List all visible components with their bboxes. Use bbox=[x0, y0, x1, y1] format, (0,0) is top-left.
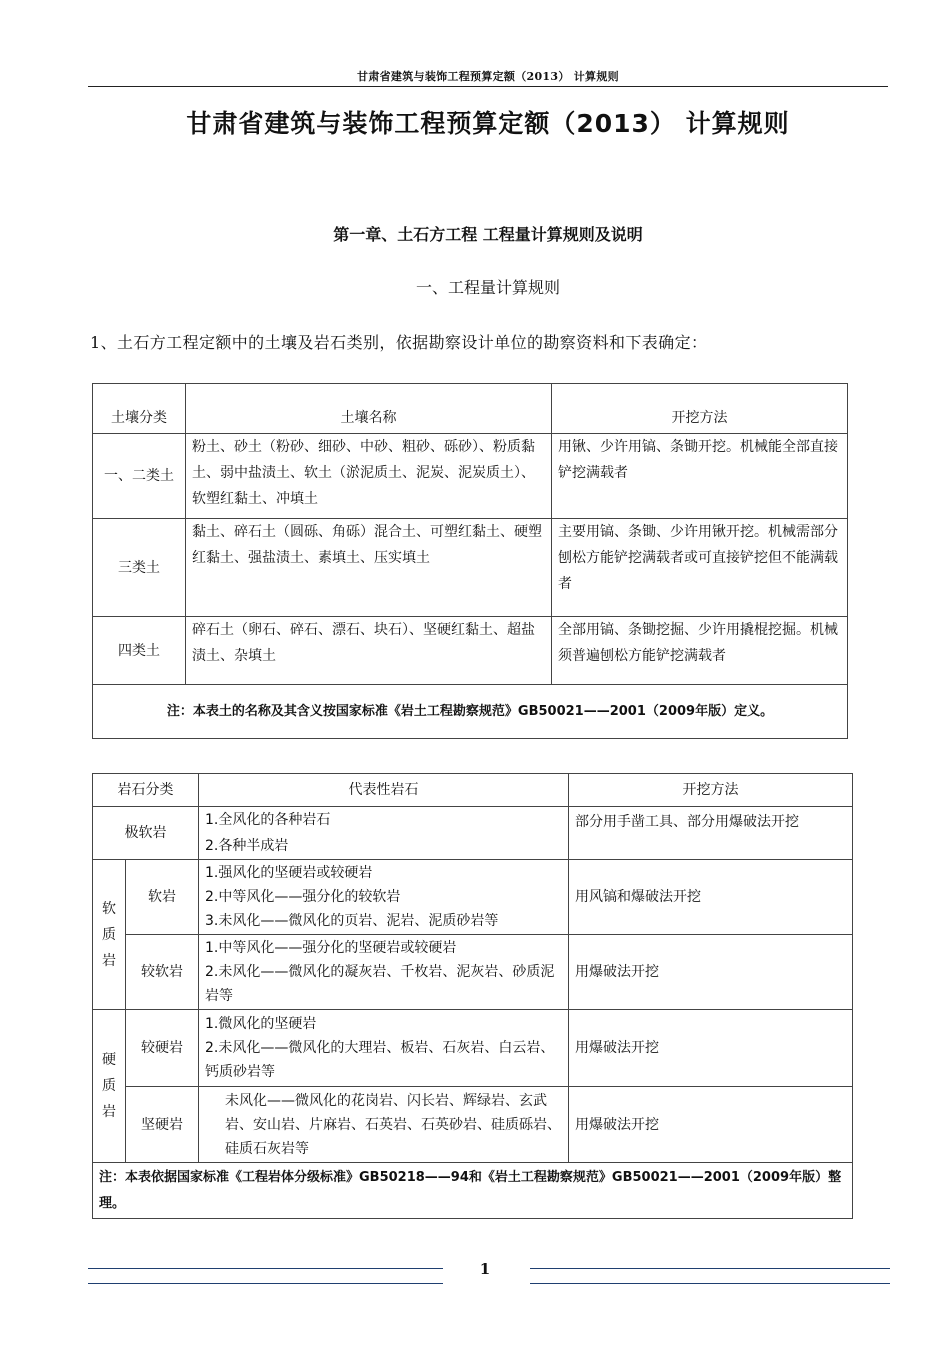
soil-method: 全部用镐、条锄挖掘、少许用撬棍挖掘。机械须普遍刨松方能铲挖满载者 bbox=[552, 617, 848, 685]
rock-item: 2.未风化——微风化的大理岩、板岩、石灰岩、白云岩、钙质砂岩等 bbox=[205, 1040, 555, 1080]
intro-paragraph: 1、土石方工程定额中的土壤及岩石类别，依据勘察设计单位的勘察资料和下表确定： bbox=[90, 333, 708, 352]
rock-method: 用爆破法开挖 bbox=[569, 1010, 853, 1087]
header-soil-category: 土壤分类 bbox=[93, 384, 186, 434]
document-title: 甘肃省建筑与装饰工程预算定额（2013） 计算规则 bbox=[186, 109, 790, 138]
rock-method: 用风镐和爆破法开挖 bbox=[569, 860, 853, 935]
table-row bbox=[93, 1010, 853, 1087]
rock-item: 1.中等风化——强分化的坚硬岩或较硬岩 bbox=[205, 940, 457, 956]
rock-table-note: 注：本表依据国家标准《工程岩体分级标准》GB50218——94和《岩土工程勘察规范》GB50021——2001（2009年版）整理。 bbox=[93, 1163, 853, 1219]
rock-method: 用爆破法开挖 bbox=[569, 1087, 853, 1163]
header-rule bbox=[88, 86, 888, 87]
rock-list bbox=[199, 1087, 569, 1163]
table-row bbox=[93, 807, 853, 860]
header-soil-name: 土壤名称 bbox=[186, 384, 552, 434]
page-number: 1 bbox=[479, 1260, 491, 1278]
header-excavation-method: 开挖方法 bbox=[569, 774, 853, 807]
rock-item: 2.未风化——微风化的凝灰岩、千枚岩、泥灰岩、砂质泥岩等 bbox=[205, 964, 555, 1004]
rock-list bbox=[199, 860, 569, 935]
table-row bbox=[93, 860, 853, 935]
rock-list bbox=[199, 935, 569, 1010]
soft-rock-group-label: 软 质 岩 bbox=[93, 860, 126, 1010]
section-title: 一、工程量计算规则 bbox=[415, 278, 560, 297]
footer-rule bbox=[88, 1283, 443, 1284]
soil-name: 黏土、碎石土（圆砾、角砾）混合土、可塑红黏土、硬塑红黏土、强盐渍土、素填土、压实填土 bbox=[186, 519, 552, 617]
footer-rule bbox=[88, 1268, 443, 1269]
rock-category: 极软岩 bbox=[93, 807, 199, 860]
soil-table-note: 注：本表土的名称及其含义按国家标准《岩土工程勘察规范》GB50021——2001（2009年版）定义。 bbox=[93, 685, 848, 739]
hard-rock-group-label: 硬 质 岩 bbox=[93, 1010, 126, 1163]
rock-classification-table bbox=[92, 773, 853, 1219]
rock-subcategory: 较硬岩 bbox=[126, 1010, 199, 1087]
soil-method: 主要用镐、条锄、少许用锹开挖。机械需部分刨松方能铲挖满载者或可直接铲挖但不能满载者 bbox=[552, 519, 848, 617]
table-row bbox=[93, 1087, 853, 1163]
rock-list bbox=[199, 1010, 569, 1087]
chapter-title: 第一章、土石方工程 工程量计算规则及说明 bbox=[333, 225, 643, 244]
soil-category: 一、二类土 bbox=[93, 434, 186, 519]
rock-item: 未风化——微风化的花岗岩、闪长岩、辉绿岩、玄武岩、安山岩、片麻岩、石英岩、石英砂岩、硅质砾岩、硅质石灰岩等 bbox=[225, 1092, 561, 1157]
header-excavation-method: 开挖方法 bbox=[552, 384, 848, 434]
rock-subcategory: 软岩 bbox=[126, 860, 199, 935]
table-header-row bbox=[93, 384, 848, 434]
rock-item: 3.未风化——微风化的页岩、泥岩、泥质砂岩等 bbox=[205, 913, 499, 929]
footer-rule bbox=[530, 1283, 890, 1284]
rock-item: 1.微风化的坚硬岩 bbox=[205, 1016, 317, 1032]
header-representative-rock: 代表性岩石 bbox=[199, 774, 569, 807]
soil-category: 三类土 bbox=[93, 519, 186, 617]
table-header-row bbox=[93, 774, 853, 807]
rock-item: 1.强风化的坚硬岩或较硬岩 bbox=[205, 865, 373, 881]
footer-rule bbox=[530, 1268, 890, 1269]
rock-item: 2.中等风化——强分化的较软岩 bbox=[205, 889, 401, 905]
rock-item: 2.各种半成岩 bbox=[205, 838, 289, 854]
table-row bbox=[93, 935, 853, 1010]
rock-subcategory: 较软岩 bbox=[126, 935, 199, 1010]
table-note-row bbox=[93, 1163, 853, 1219]
header-rock-category: 岩石分类 bbox=[93, 774, 199, 807]
soil-category: 四类土 bbox=[93, 617, 186, 685]
soil-classification-table bbox=[92, 383, 848, 739]
table-row bbox=[93, 434, 848, 519]
soil-name: 粉土、砂土（粉砂、细砂、中砂、粗砂、砾砂）、粉质黏土、弱中盐渍土、软土（淤泥质土、泥炭、泥炭质土）、软塑红黏土、冲填土 bbox=[186, 434, 552, 519]
rock-method: 部分用手凿工具、部分用爆破法开挖 bbox=[569, 807, 853, 860]
soil-method: 用锹、少许用镐、条锄开挖。机械能全部直接铲挖满载者 bbox=[552, 434, 848, 519]
table-note-row bbox=[93, 685, 848, 739]
rock-item: 1.全风化的各种岩石 bbox=[205, 812, 331, 828]
rock-method: 用爆破法开挖 bbox=[569, 935, 853, 1010]
rock-list bbox=[199, 807, 569, 860]
running-header: 甘肃省建筑与装饰工程预算定额（2013） 计算规则 bbox=[357, 70, 619, 83]
soil-name: 碎石土（卵石、碎石、漂石、块石）、坚硬红黏土、超盐渍土、杂填土 bbox=[186, 617, 552, 685]
table-row bbox=[93, 617, 848, 685]
rock-subcategory: 坚硬岩 bbox=[126, 1087, 199, 1163]
table-row bbox=[93, 519, 848, 617]
